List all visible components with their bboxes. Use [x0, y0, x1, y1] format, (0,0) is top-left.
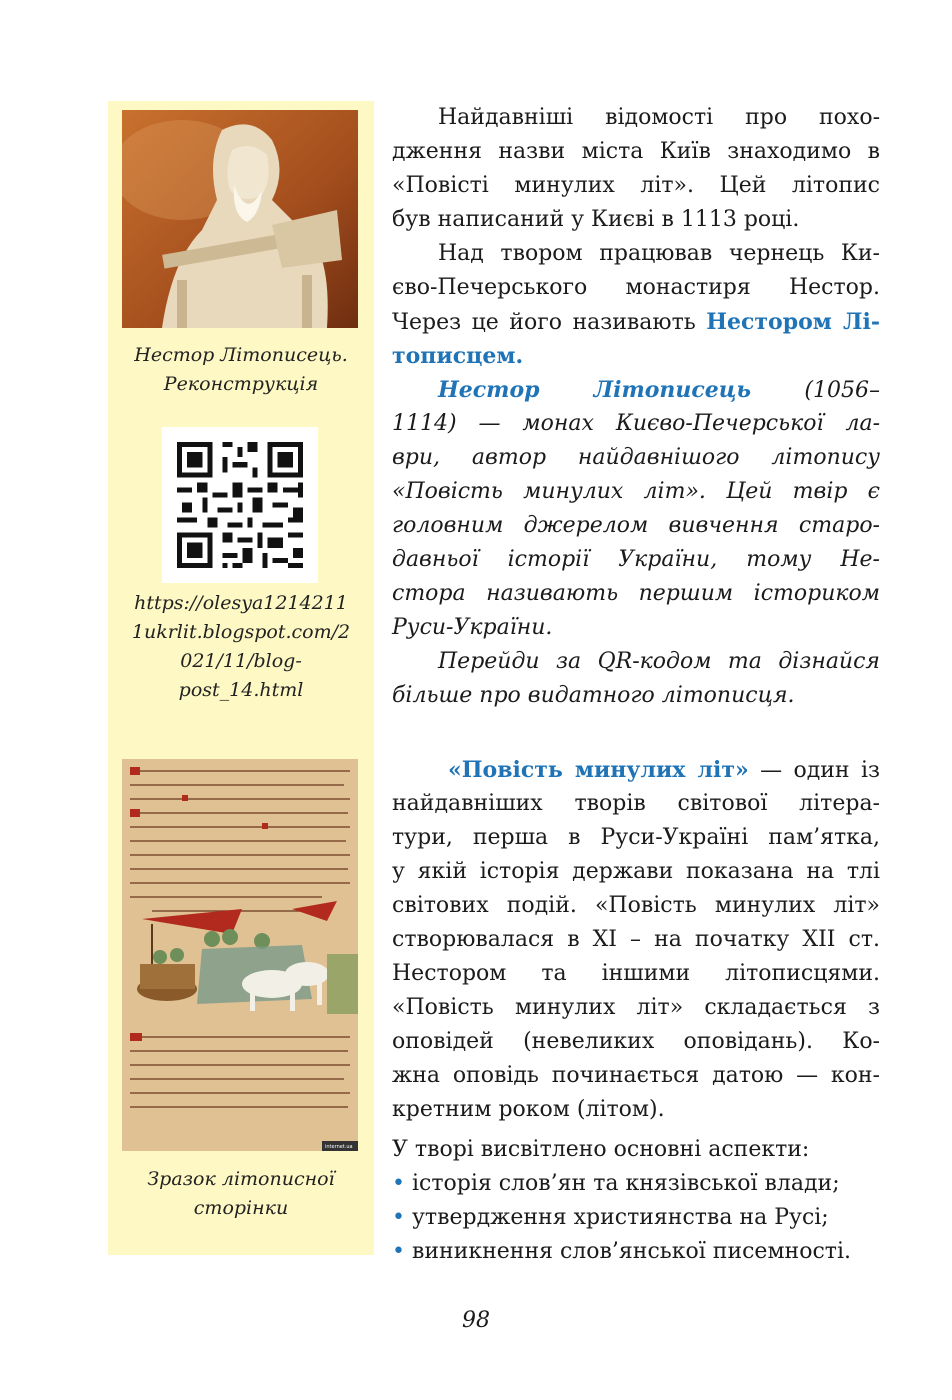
url-line: post_14.html [178, 679, 304, 701]
bullet-icon: • [392, 1239, 412, 1264]
text-segment: — один із [748, 758, 880, 783]
text-line [392, 305, 880, 339]
text-line [392, 753, 880, 787]
text-line: стора називають першим істориком [392, 581, 880, 606]
text-line: головним джерелом вивчення старо- [392, 513, 880, 538]
text-line: жна оповідь починається датою — кон- [392, 1063, 880, 1088]
text-line: ври, автор найдавнішого літопису [392, 445, 880, 470]
text-line: найдавніших творів світової літера- [392, 791, 880, 816]
text-line: Перейди за QR-кодом та дізнайся [438, 649, 880, 674]
url-line: 1ukrlit.blogspot.com/2 [131, 621, 351, 643]
statue-caption [108, 341, 374, 399]
paragraph-chronicle [392, 753, 880, 1127]
text-line: у якій історія держави показана на тлі [392, 859, 880, 884]
text-line: створювалася в XI – на початку XII ст. [392, 927, 880, 952]
caption-line: Нестор Літописець. [134, 344, 348, 366]
caption-line: Реконструкція [163, 373, 319, 395]
paragraph-qr-prompt [392, 645, 880, 713]
list-item [392, 1235, 880, 1269]
list-item-text: виникнення слов’янської писемності. [411, 1239, 851, 1264]
text-line [392, 373, 880, 407]
url-line: https://olesya1214211 [134, 592, 348, 614]
text-line: Над твором працював чернець Ки- [438, 241, 880, 266]
bullet-icon: • [392, 1205, 412, 1230]
text-line: єво-Печерського монастиря Нестор. [392, 275, 880, 300]
text-line: світових подій. «Повість минулих літ» [392, 893, 880, 918]
highlight-term: «Повість минулих літ» [448, 757, 749, 783]
list-item [392, 1167, 880, 1201]
qr-code[interactable] [162, 427, 318, 583]
text-line: Руси-України. [392, 615, 553, 640]
highlight-term: Нестор Літописець [438, 377, 751, 403]
text-line: був написаний у Києві в 1113 році. [392, 207, 800, 232]
text-line: тури, перша в Руси-Україні пам’ятка, [392, 825, 880, 850]
text-line: «Повісті минулих літ». Цей літопис [392, 173, 880, 198]
chronicle-caption [108, 1165, 374, 1223]
list-item-text: утвердження християнства на Русі; [411, 1205, 829, 1230]
text-line: дження назви міста Київ знаходимо в [392, 139, 880, 164]
list-item-text: історія слов’ян та князівської влади; [411, 1171, 840, 1196]
aspects-list [392, 1133, 880, 1269]
text-line: давньої історії України, тому Не- [392, 547, 880, 572]
text-line: «Повість минулих літ» складається з [392, 995, 880, 1020]
paragraph-biography [392, 373, 880, 645]
bullet-icon: • [392, 1171, 412, 1196]
chronicle-page-image [122, 759, 358, 1151]
text-line: оповідей (невеликих оповідань). Ко- [392, 1029, 880, 1054]
url-line: 021/11/blog- [180, 650, 302, 672]
text-segment: Через це його називають [392, 310, 707, 335]
text-line: Найдавніші відомості про похо- [438, 105, 880, 130]
highlight-term: тописцем. [392, 343, 524, 369]
page-number: 98 [462, 1308, 490, 1333]
watermark-label: internet.ua [325, 1144, 353, 1150]
text-line: більше про видатного літописця. [392, 683, 795, 708]
text-line: Нестором та іншими літописцями. [392, 961, 880, 986]
sidebar-panel [108, 101, 374, 1255]
text-line: кретним роком (літом). [392, 1097, 665, 1122]
text-line: «Повість минулих літ». Цей твір є [392, 479, 880, 504]
highlight-term: Нестором Лі- [706, 309, 880, 335]
nestor-statue-photo [122, 110, 358, 328]
caption-line: сторінки [193, 1197, 289, 1219]
text-line: 1114) — монах Києво-Печерської ла- [392, 411, 880, 436]
paragraph-origin [392, 101, 880, 237]
list-intro: У творі висвітлено основні аспекти: [392, 1137, 810, 1162]
paragraph-nestor [392, 237, 880, 373]
qr-url[interactable] [108, 589, 374, 705]
text-segment: (1056– [750, 378, 880, 403]
main-text [392, 101, 880, 1269]
list-item [392, 1201, 880, 1235]
caption-line: Зразок літописної [147, 1168, 335, 1190]
